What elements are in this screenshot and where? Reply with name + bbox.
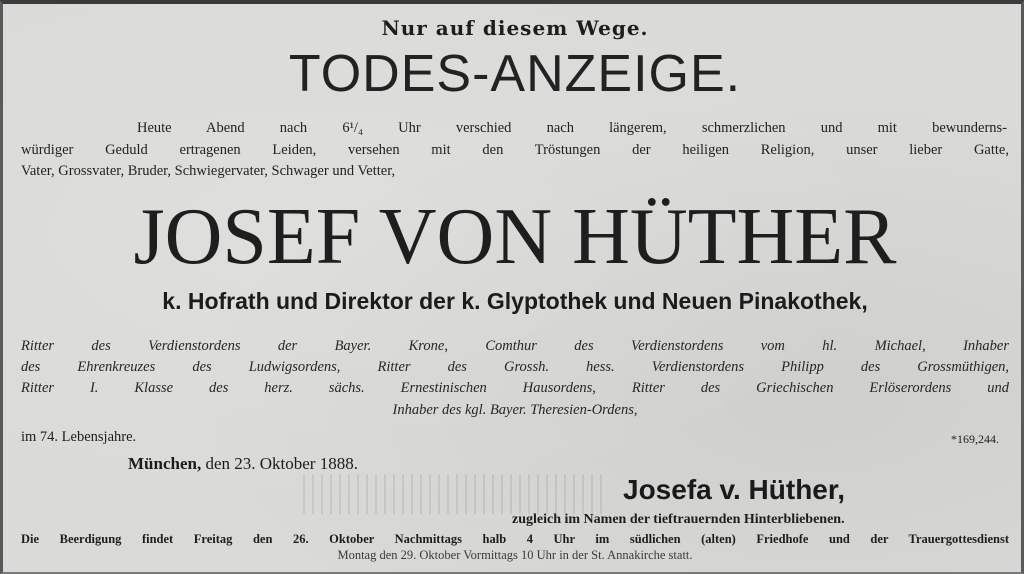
honors-line-3: Ritter I. Klasse des herz. sächs. Ernestinischen Hausordens, Ritter des Griechischen Erlöserordens und <box>21 380 1009 396</box>
intro-line-3: Vater, Grossvater, Bruder, Schwiegervater, Schwager und Vetter, <box>21 163 396 179</box>
place-name: München, <box>128 454 202 473</box>
on-behalf-line: zugleich im Namen der tieftrauernden Hinterbliebenen. <box>512 512 845 527</box>
signer-name: Josefa v. Hüther, <box>623 474 846 505</box>
reference-number: *169,244. <box>951 432 999 446</box>
notice-headline: TODES-ANZEIGE. <box>288 45 742 103</box>
intro-line-1: Heute Abend nach 6¹/₄ Uhr verschied nach längerem, schmerzlichen und mit bewunderns- <box>137 120 1007 136</box>
age-line: im 74. Lebensjahre. <box>21 429 137 445</box>
honors-line-1: Ritter des Verdienstordens der Bayer. Krone, Comthur des Verdienstordens vom hl. Michael, Inhaber <box>21 338 1009 354</box>
deceased-position: k. Hofrath und Direktor der k. Glyptothek und Neuen Pinakothek, <box>162 288 868 314</box>
bleed-through-texture <box>303 474 603 514</box>
honors-line-4: Inhaber des kgl. Bayer. Theresien-Ordens, <box>392 402 638 418</box>
funeral-line-1: Die Beerdigung findet Freitag den 26. Oktober Nachmittags halb 4 Uhr im südlichen (alten) Friedhofe und der Trauergottesdienst <box>21 532 1009 546</box>
date-line: den 23. Oktober 1888. <box>205 454 358 473</box>
funeral-line-2: Montag den 29. Oktober Vormittags 10 Uhr in der St. Annakirche statt. <box>337 548 693 562</box>
notice-kicker: Nur auf diesem Wege. <box>381 16 649 40</box>
place-date <box>128 454 358 474</box>
intro-line-2: würdiger Geduld ertragenen Leiden, versehen mit den Tröstungen der heiligen Religion, unser lieber Gatte, <box>21 142 1009 158</box>
deceased-name: JOSEF VON HÜTHER <box>133 193 897 281</box>
honors-line-2: des Ehrenkreuzes des Ludwigsordens, Ritter des Grossh. hess. Verdienstordens Philipp des Grossmüthigen, <box>21 359 1009 375</box>
